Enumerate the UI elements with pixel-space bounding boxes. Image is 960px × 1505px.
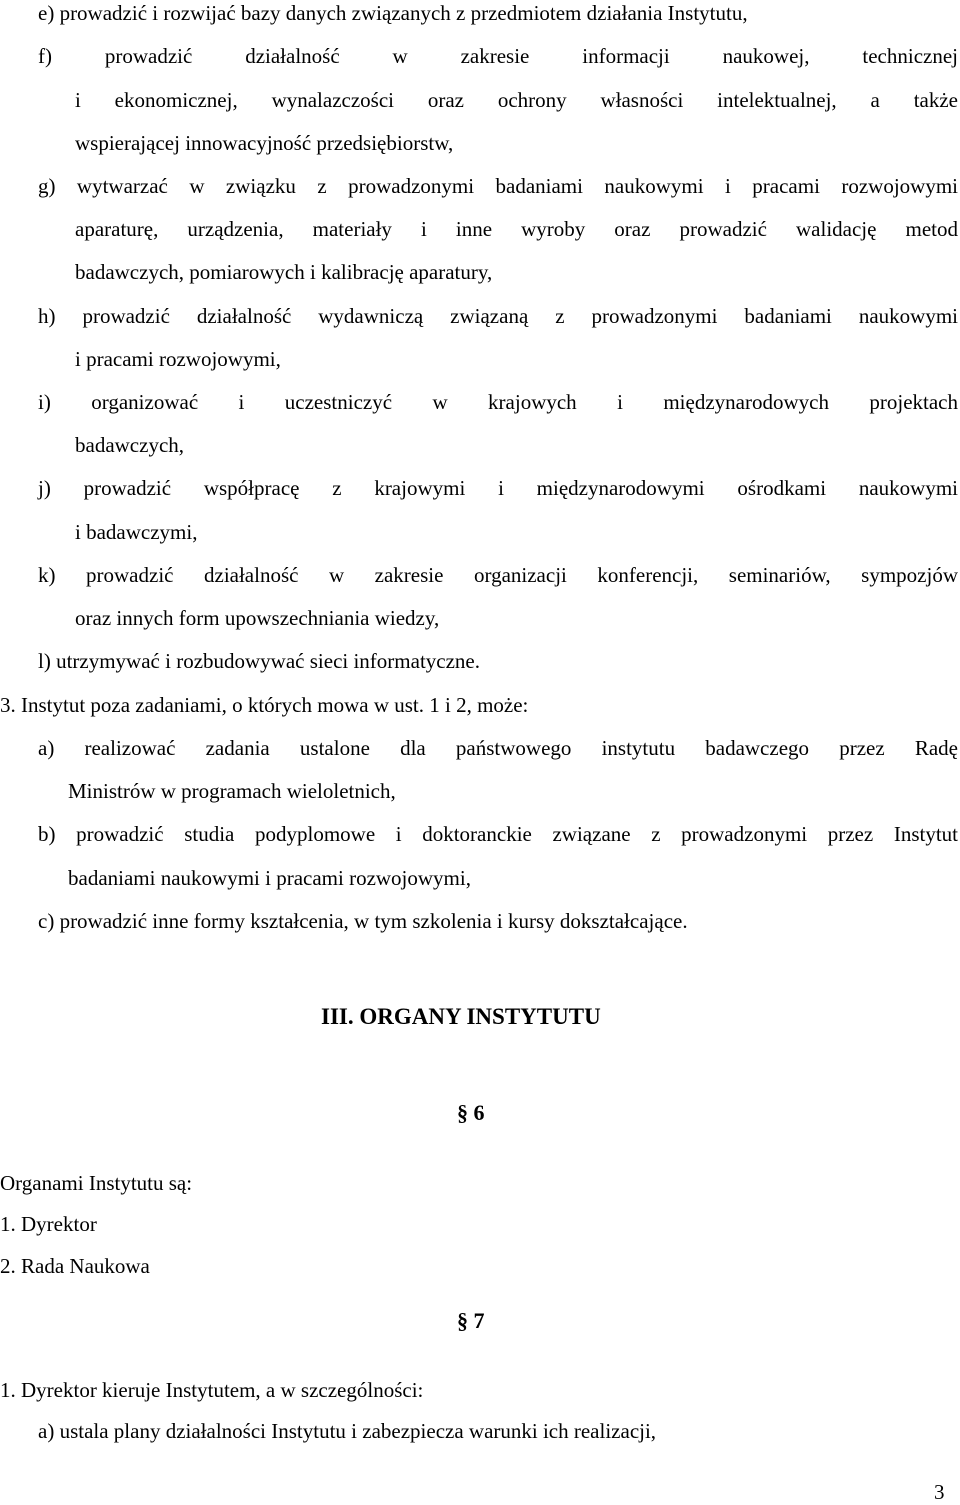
item-h-line-2: i pracami rozwojowymi, <box>75 347 281 371</box>
item-j-line-1: j) prowadzić współpracę z krajowymi i międzynarodowymi ośrodkami naukowymi <box>38 476 958 500</box>
item-g-line-1: g) wytwarzać w związku z prowadzonymi badaniami naukowymi i pracami rozwojowymi <box>38 174 958 198</box>
item-h-line-1: h) prowadzić działalność wydawniczą związaną z prowadzonymi badaniami naukowymi <box>38 304 958 328</box>
item-g-line-2: aparaturę, urządzenia, materiały i inne wyroby oraz prowadzić walidację metod <box>75 217 958 241</box>
section-3-item-c-line-1: c) prowadzić inne formy kształcenia, w tym szkolenia i kursy dokształcające. <box>38 909 688 933</box>
page-number: 3 <box>934 1480 945 1504</box>
item-k-line-2: oraz innych form upowszechniania wiedzy, <box>75 606 440 630</box>
item-f-line-3: wspierającej innowacyjność przedsiębiorstw, <box>75 131 454 155</box>
paragraph-6-item-2: 2. Rada Naukowa <box>0 1254 150 1278</box>
item-f-line-2: i ekonomicznej, wynalazczości oraz ochrony własności intelektualnej, a także <box>75 88 958 112</box>
paragraph-6-sign: § 6 <box>457 1100 485 1125</box>
paragraph-7-item-1a: a) ustala plany działalności Instytutu i zabezpiecza warunki ich realizacji, <box>38 1419 657 1443</box>
item-i-line-2: badawczych, <box>75 433 185 457</box>
item-l-line-1: l) utrzymywać i rozbudowywać sieci informatyczne. <box>38 649 480 673</box>
section-3-intro: 3. Instytut poza zadaniami, o których mowa w ust. 1 i 2, może: <box>0 693 529 717</box>
paragraph-6-intro: Organami Instytutu są: <box>0 1171 193 1195</box>
item-e-line-1: e) prowadzić i rozwijać bazy danych związanych z przedmiotem działania Instytutu, <box>38 1 748 25</box>
paragraph-7-sign: § 7 <box>457 1308 485 1333</box>
section-3-item-a-line-2: Ministrów w programach wieloletnich, <box>68 779 396 803</box>
section-3-item-b-line-1: b) prowadzić studia podyplomowe i doktoranckie związane z prowadzonymi przez Instytut <box>38 822 958 846</box>
item-f-line-1: f) prowadzić działalność w zakresie informacji naukowej, technicznej <box>38 44 958 68</box>
item-i-line-1: i) organizować i uczestniczyć w krajowych i międzynarodowych projektach <box>38 390 958 414</box>
item-j-line-2: i badawczymi, <box>75 520 198 544</box>
section-3-item-a-line-1: a) realizować zadania ustalone dla państwowego instytutu badawczego przez Radę <box>38 736 958 760</box>
item-g-line-3: badawczych, pomiarowych i kalibrację aparatury, <box>75 260 493 284</box>
paragraph-6-item-1: 1. Dyrektor <box>0 1212 97 1236</box>
chapter-heading: III. ORGANY INSTYTUTU <box>321 1004 601 1029</box>
section-3-item-b-line-2: badaniami naukowymi i pracami rozwojowymi, <box>68 866 471 890</box>
paragraph-7-item-1: 1. Dyrektor kieruje Instytutem, a w szczególności: <box>0 1378 424 1402</box>
item-k-line-1: k) prowadzić działalność w zakresie organizacji konferencji, seminariów, sympozjów <box>38 563 958 587</box>
